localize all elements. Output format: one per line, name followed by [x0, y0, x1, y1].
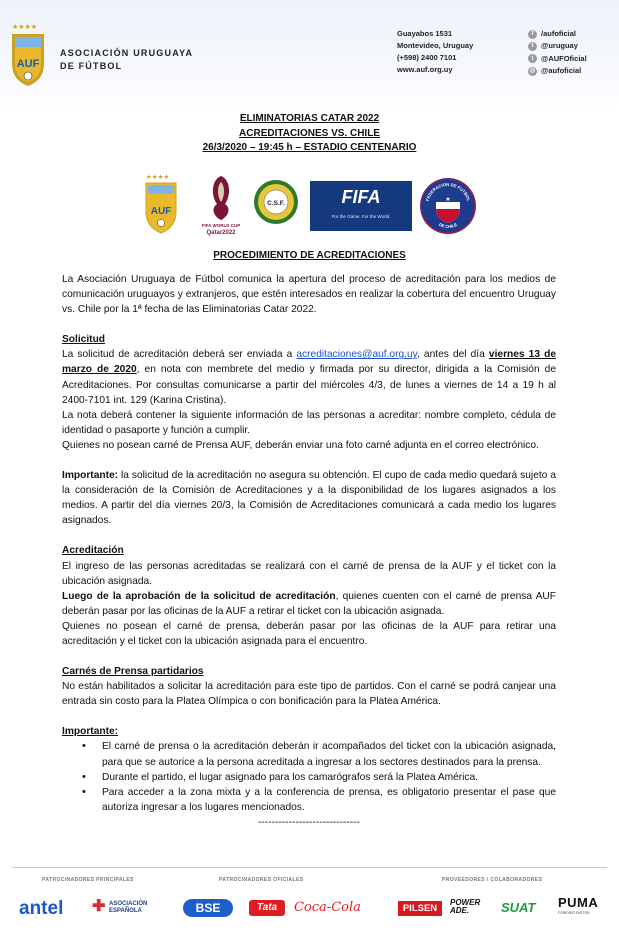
acreditacion-paragraph-2: [62, 589, 556, 619]
instagram-icon: ◎: [529, 67, 536, 74]
title-line3: 26/3/2020 – 19:45 h – ESTADIO CENTENARIO: [202, 142, 417, 153]
puma-text: PUMA: [558, 895, 599, 910]
auf-logo-text: AUF: [16, 58, 40, 70]
world-cup-line2: Qatar2022: [206, 230, 236, 236]
social-instagram[interactable]: [528, 65, 587, 77]
intro-paragraph: La Asociación Uruguaya de Fútbol comunica la apertura del proceso de acreditación para los medios de comunicación uruguayos y extranjeros, que estén interesados en realizar la cobertura del encuentro Uruguay vs. Chile por la 1ª fecha de las Eliminatorias Catar 2022.: [62, 274, 556, 316]
acreditacion-heading: Acreditación: [62, 545, 124, 557]
procedure-title: PROCEDIMIENTO DE ACREDITACIONES: [213, 250, 406, 261]
title-line1: ELIMINATORIAS CATAR 2022: [239, 113, 380, 124]
social-twitter-auf[interactable]: [528, 53, 587, 65]
puma-tagline: FOREVER FASTER: [558, 911, 590, 915]
acreditacion-bold: Luego de la aprobación de la solicitud de acreditación: [62, 590, 336, 602]
solicitud-text: , en nota con membrete del medio y firmada por su director, dirigida a la Comisión de Acreditaciones. Por consultas comunicarse a partir del miércoles 4/3, de lunes a viernes de 14 a 19 h al 2400-7101 int. 129 (Karina Cristina).: [62, 364, 557, 406]
carnes-heading: Carnés de Prensa partidarios: [62, 666, 204, 678]
importante-paragraph: [62, 468, 556, 528]
logos-row: [0, 170, 619, 236]
social-label: @aufoficial: [541, 65, 582, 75]
auf-logo: [6, 22, 50, 88]
acreditacion-paragraph-1: El ingreso de las personas acreditadas se realizará con el carné de prensa de la AUF y el ticket con la ubicación asignada.: [62, 560, 556, 587]
list-item: • Durante el partido, el lugar asignado para los camarógrafos será la Platea América.: [102, 770, 556, 785]
social-links: [528, 28, 587, 77]
deadline-date: viernes 13 de marzo de 2020: [62, 349, 556, 376]
importante-list: [62, 739, 556, 814]
world-cup-line1: FIFA WORLD CUP: [201, 223, 241, 228]
world-cup-logo: [197, 174, 245, 236]
document-body: [62, 272, 556, 830]
carnes-paragraph: No están habilitados a solicitar la acreditación para este tipo de partidos. Con el carné se podrá canjear una entrada sin costo para la Platea Olímpica o con bonificación para la Platea América.: [62, 681, 556, 708]
solicitud-paragraph: [62, 347, 556, 407]
website-link[interactable]: www.auf.org.uy: [397, 65, 453, 74]
separator-line: ------------------------------: [258, 816, 360, 828]
ae-text: [109, 901, 147, 915]
chile-logo-bottom-text: DE CHILE: [438, 221, 458, 230]
sponsor-tata: Tata: [249, 900, 285, 916]
sponsor-powerade: [450, 899, 480, 915]
conmebol-text: C.S.F.: [267, 200, 285, 207]
chile-federation-logo: [419, 177, 477, 235]
twitter-icon: t: [528, 42, 537, 51]
importante-label: Importante:: [62, 470, 119, 482]
suppliers-label: PROVEEDORES / COLABORADORES: [442, 877, 543, 883]
social-label: @AUFOficial: [541, 53, 587, 63]
solicitud-info-paragraph: La nota deberá contener la siguiente información de las personas a acreditar: nombre completo, cédula de identidad o pasaporte y función a cumplir.: [62, 409, 556, 436]
sponsor-antel: antel: [19, 898, 64, 919]
social-twitter-uruguay[interactable]: [528, 40, 587, 52]
sponsor-pilsen: PILSEN: [398, 901, 442, 916]
org-name: [60, 47, 193, 73]
contact-block: [397, 28, 473, 76]
svg-text:★★★★: ★★★★: [146, 173, 170, 181]
powerade-line1: POWER: [450, 898, 481, 907]
auf-badge-text: AUF: [150, 206, 172, 217]
importante-text: la solicitud de la acreditación no asegura su obtención. El cupo de cada medio quedará sujeto a la consideración de la Comisión de Acreditaciones y a la disponibilidad de los lugares asignados a los medios. A partir del día viernes 20/3, la Comisión de Acreditaciones comunicará a cada medio los lugares asignados.: [62, 470, 556, 527]
phone: (+598) 2400 7101: [397, 53, 457, 62]
facebook-icon: f: [528, 30, 537, 39]
importante-heading: Importante:: [62, 726, 119, 738]
solicitud-text: , antes del día: [417, 349, 489, 361]
powerade-line2: ADE.: [450, 906, 470, 915]
list-item: • Para acceder a la zona mixta y a la conferencia de prensa, es obligatorio presentar el pase que autoriza ingresar a los lugares mencionados.: [102, 785, 556, 815]
ae-line2: ESPAÑOLA: [109, 908, 142, 914]
auf-badge-logo: [143, 172, 179, 234]
fifa-tagline: For the Game. For the World.: [331, 214, 391, 219]
solicitud-heading: Solicitud: [62, 334, 106, 346]
ae-line1: ASOCIACIÓN: [109, 901, 148, 907]
fifa-logo-text: FIFA: [341, 187, 381, 207]
accreditation-email-link[interactable]: acreditaciones@auf.org.uy: [296, 349, 417, 361]
address-line1: Guayabos 1531: [397, 29, 453, 38]
footer-divider: [12, 867, 607, 868]
svg-text:★: ★: [445, 196, 451, 203]
sponsor-suat: SUAT: [501, 900, 536, 915]
acreditacion-text: , quienes cuenten con el carné de prensa AUF deberán pasar por las oficinas de la AUF a retirar el ticket con la ubicación asignada.: [62, 590, 556, 617]
list-item: • El carné de prensa o la acreditación deberán ir acompañados del ticket con la ubicación asignada, para que se autorice a la persona acreditada a ingresar a los sectores destinados para la prensa.: [102, 739, 556, 769]
sponsors-principal-label: PATROCINADORES PRINCIPALES: [42, 877, 134, 883]
title-line2: ACREDITACIONES VS. CHILE: [239, 127, 380, 139]
sponsor-puma: [558, 895, 598, 915]
social-label: /aufoficial: [541, 29, 577, 38]
social-facebook[interactable]: [528, 28, 587, 40]
sponsor-bse: BSE: [183, 899, 233, 917]
sponsors-official-label: PATROCINADORES OFICIALES: [219, 877, 304, 883]
twitter-icon: t: [528, 54, 537, 63]
sponsor-coca-cola: Coca-Cola: [294, 900, 361, 915]
org-name-line2: DE FÚTBOL: [60, 61, 123, 71]
document-titles: [0, 112, 619, 156]
social-label: @uruguay: [541, 41, 578, 51]
svg-text:★★★★: ★★★★: [12, 23, 38, 31]
conmebol-logo: [253, 179, 299, 225]
chile-logo-top-text: FEDERACION DE FUTBOL: [424, 181, 472, 202]
acreditacion-paragraph-3: Quienes no posean el carné de prensa, deberán pasar por las oficinas de la AUF para retirar una acreditación y el ticket con la ubicación asignada para el encuentro.: [62, 620, 556, 647]
address-line2: Montevideo, Uruguay: [397, 41, 474, 50]
cross-icon: ✚: [92, 898, 106, 915]
solicitud-text: La solicitud de acreditación deberá ser enviada a: [62, 349, 297, 361]
solicitud-photo-paragraph: Quienes no posean carné de Prensa AUF, deberán enviar una foto carné adjunta en el correo electrónico.: [62, 439, 539, 451]
org-name-line1: ASOCIACIÓN URUGUAYA: [60, 48, 194, 58]
fifa-logo: [310, 181, 412, 231]
